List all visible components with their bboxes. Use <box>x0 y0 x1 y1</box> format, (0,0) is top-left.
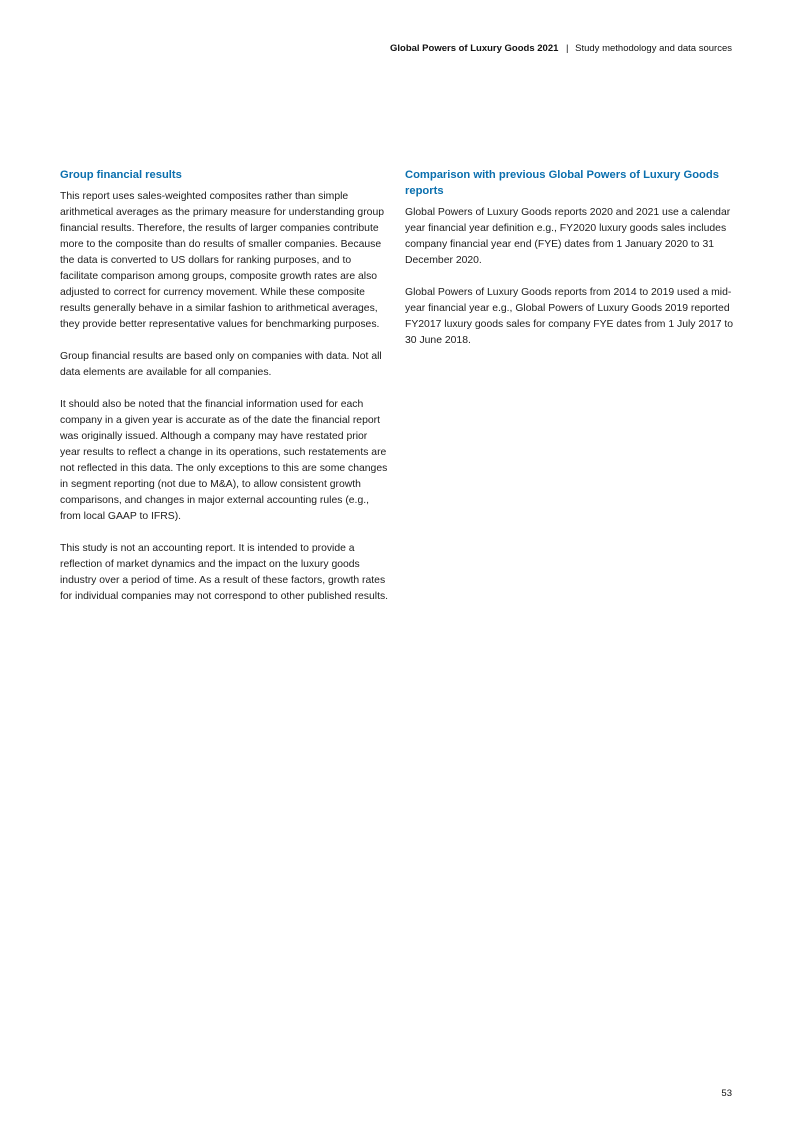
paragraph: Global Powers of Luxury Goods reports 2020 and 2021 use a calendar year financial year definition e.g., FY2020 luxury goods sales includes company financial year end (FYE) dates from 1 January 2020 to 31 December 2020. <box>405 207 731 266</box>
paragraph: It should also be noted that the financial information used for each company in a given year is accurate as of the date the financial report was originally issued. Although a company may have restated prior year results to reflect a change in its operations, such restatements are not reflected in this data. The only exceptions to this are some changes in segment reporting (not due to M&A), to allow consistent growth comparisons, and changes in major external accounting rules (e.g., from local GAAP to IFRS). <box>60 399 388 522</box>
right-column <box>405 167 735 365</box>
page-number: 53 <box>721 1088 732 1099</box>
paragraph: This report uses sales-weighted composites rather than simple arithmetical averages as the primary measure for understanding group financial results. Therefore, the results of larger companies contribute more to the composite than do results of smaller companies. Because the data is converted to US dollars for ranking purposes, and to facilitate comparison among groups, composite growth rates are also adjusted to correct for currency movement. While these composite results generally behave in a similar fashion to arithmetical averages, they provide better representative values for benchmarking purposes. <box>60 191 385 330</box>
section-title: Study methodology and data sources <box>575 43 732 54</box>
left-column <box>60 167 389 621</box>
header-separator: | <box>566 43 569 54</box>
report-title: Global Powers of Luxury Goods 2021 <box>389 43 559 54</box>
comparison-heading: Comparison with previous Global Powers of Luxury Goods reports <box>405 169 719 197</box>
paragraph: Global Powers of Luxury Goods reports from 2014 to 2019 used a mid-year financial year e.g., Global Powers of Luxury Goods 2019 reported FY2017 luxury goods sales for company FYE dates from 1 July 2017 to 30 June 2018. <box>405 287 734 346</box>
running-header <box>390 43 732 54</box>
paragraph: Group financial results are based only on companies with data. Not all data elements are available for all companies. <box>60 351 382 378</box>
paragraph: This study is not an accounting report. It is intended to provide a reflection of market dynamics and the impact on the luxury goods industry over a period of time. As a result of these factors, growth rates for individual companies may not correspond to other published results. <box>60 543 389 602</box>
group-financial-results-heading: Group financial results <box>60 169 182 181</box>
